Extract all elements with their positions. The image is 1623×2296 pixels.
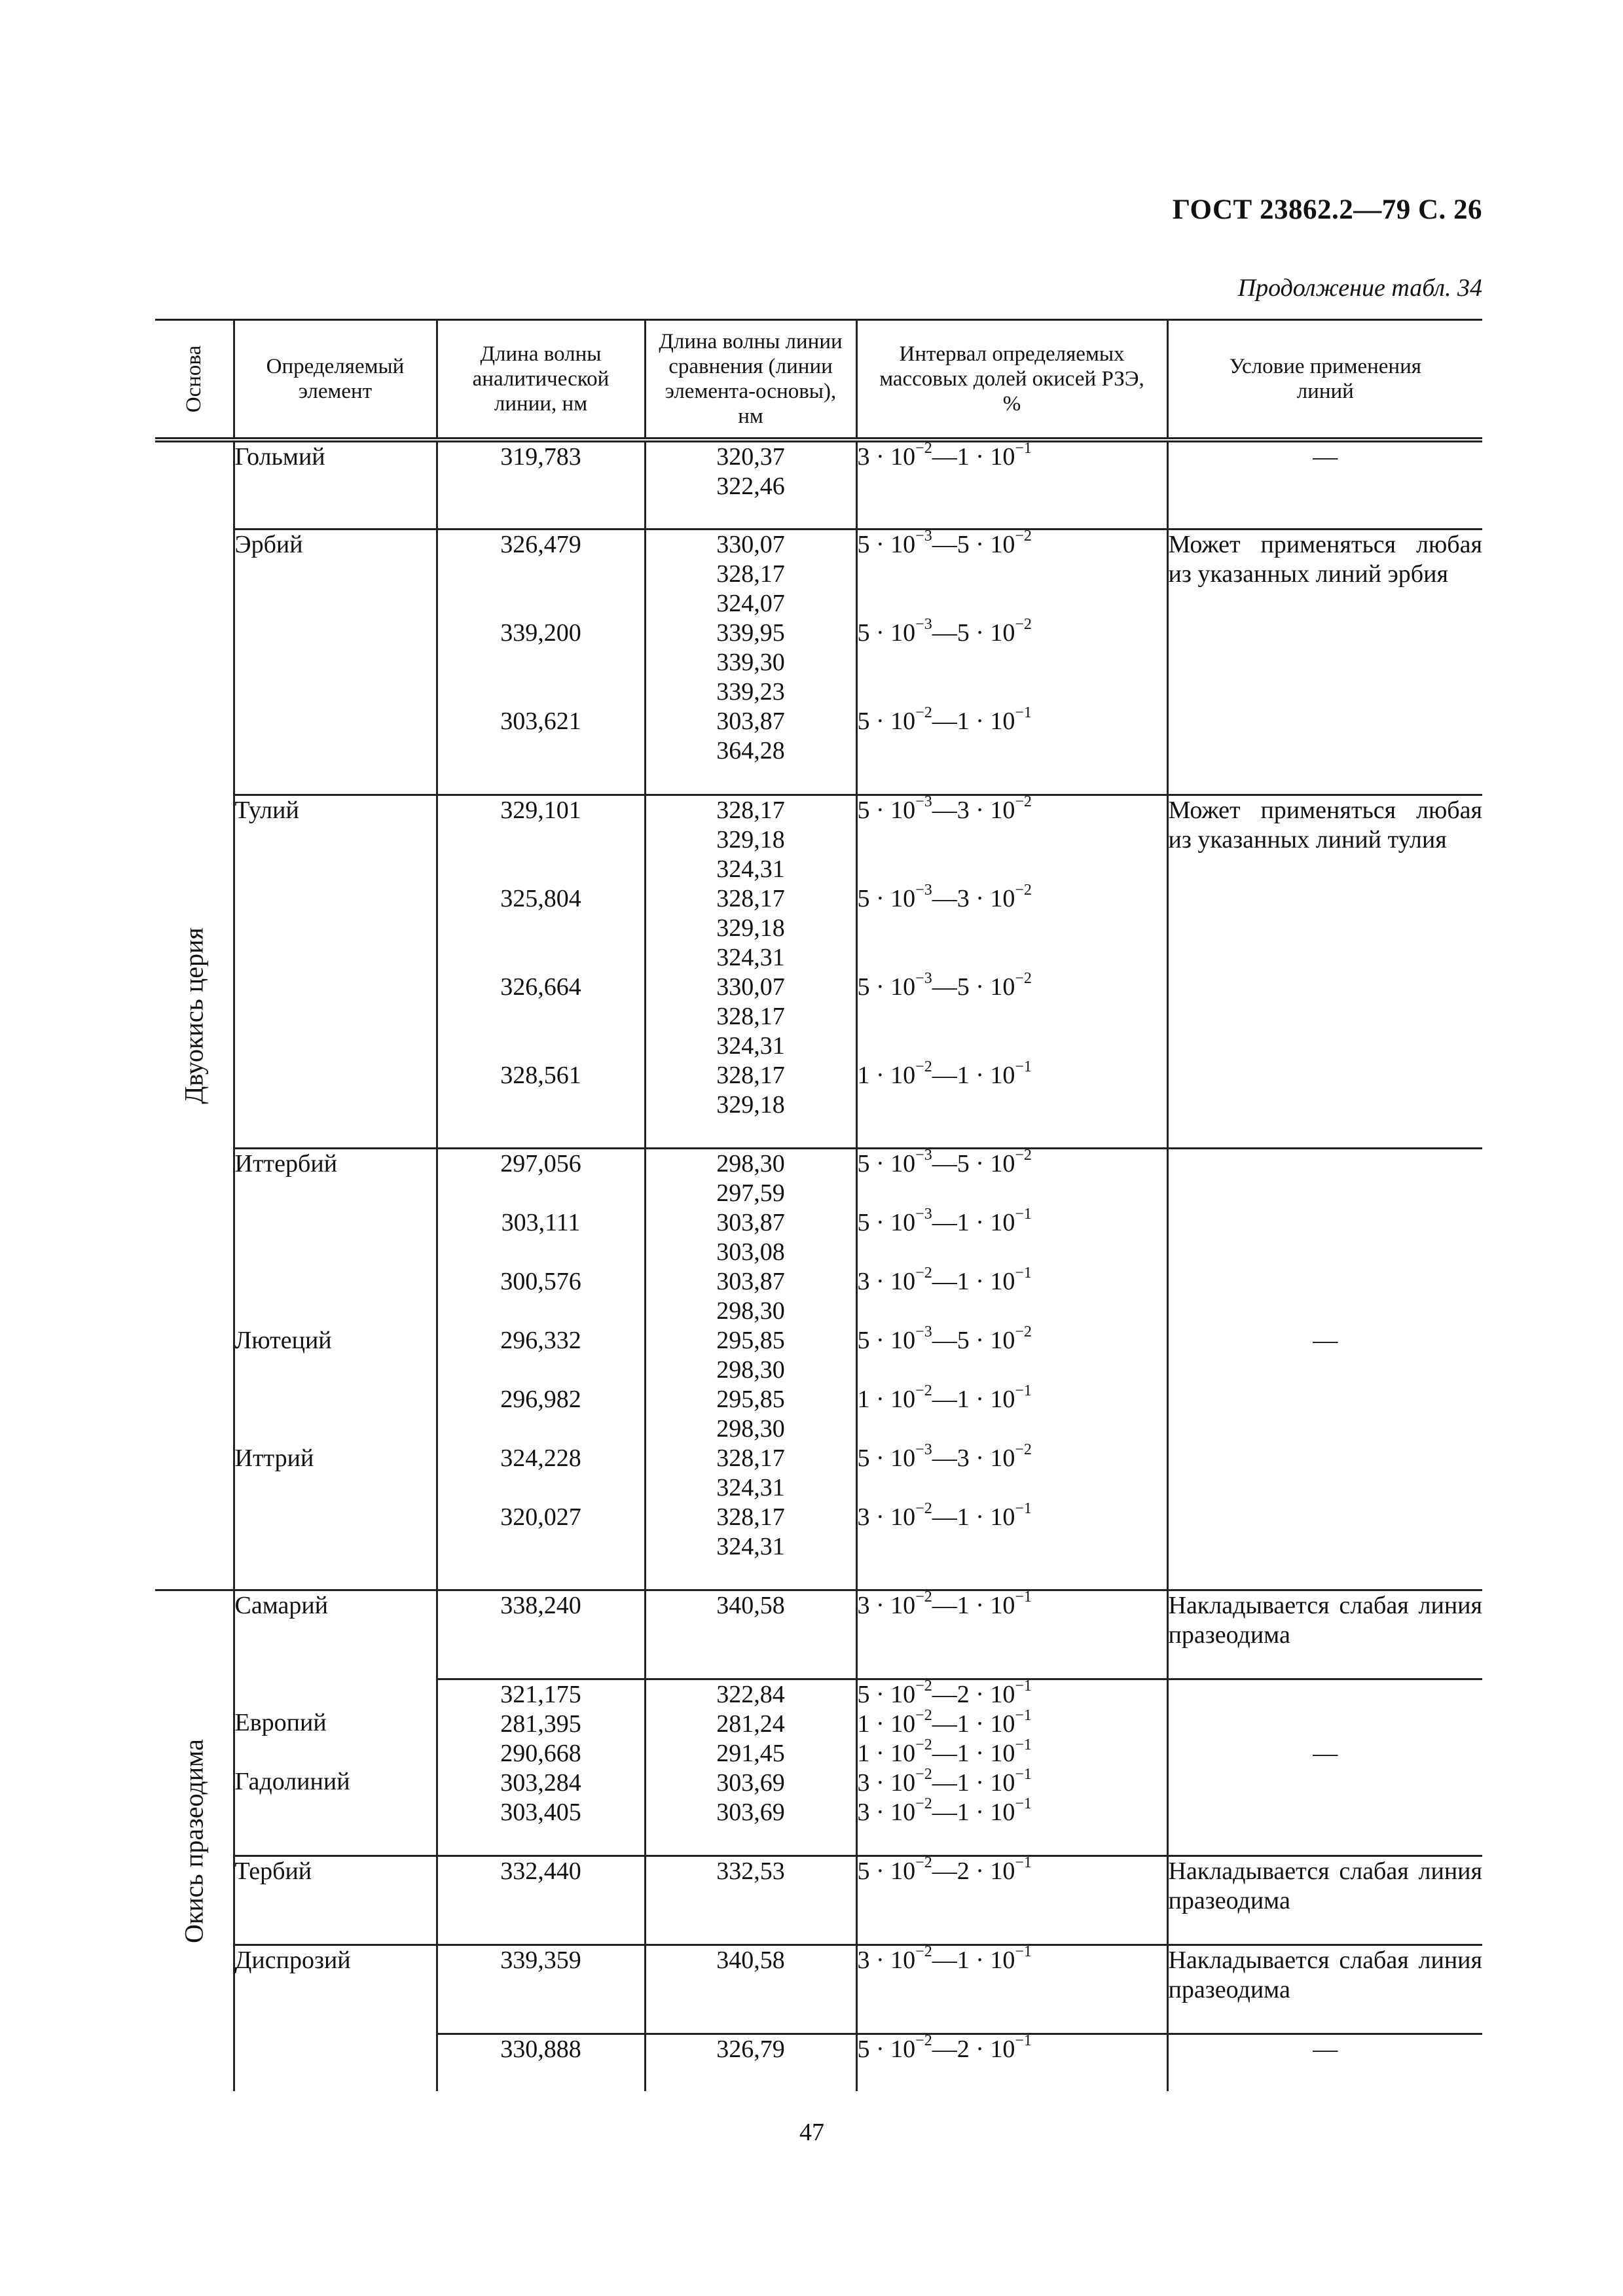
comparison-value: 298,30 — [716, 1149, 785, 1177]
range-value: $3 \cdot 10^{-2}—1 \cdot 10^{-1}$ — [857, 1588, 1032, 1619]
dash-mark: — — [1313, 443, 1338, 471]
element-name — [235, 1267, 436, 1297]
analytical-value: 325,804 — [500, 884, 581, 912]
range-cell — [856, 1679, 1167, 1856]
range-value: $5 \cdot 10^{-3}—5 \cdot 10^{-2}$ — [857, 615, 1032, 647]
base-group-cell — [155, 1590, 234, 2091]
dash-mark: — — [1313, 1739, 1338, 1767]
comparison-value: 328,17 — [716, 1503, 785, 1531]
analytical-line-cell — [437, 1679, 645, 1856]
comparison-line-cell — [645, 1679, 856, 1856]
element-name: Европий — [234, 1709, 327, 1736]
analytical-line-cell — [437, 1590, 645, 1679]
element-name: Иттрий — [234, 1444, 314, 1472]
range-value: $5 \cdot 10^{-2}—2 \cdot 10^{-1}$ — [857, 2032, 1032, 2063]
range-value: $5 \cdot 10^{-3}—5 \cdot 10^{-2}$ — [857, 527, 1032, 558]
range-value: $1 \cdot 10^{-2}—1 \cdot 10^{-1}$ — [857, 1058, 1032, 1089]
base-group-cell — [155, 440, 234, 1590]
analytical-value: 339,200 — [500, 619, 581, 647]
range-value — [858, 943, 1167, 973]
comparison-line-cell — [645, 529, 856, 795]
element-name: Гадолиний — [234, 1768, 350, 1795]
column-header-analytical-line: Длина волны аналитической линии, нм — [437, 320, 645, 440]
range-value: $5 \cdot 10^{-3}—5 \cdot 10^{-2}$ — [857, 1323, 1032, 1354]
analytical-line-cell — [437, 2034, 645, 2091]
condition-text: Может применяться любая из указанных линий эрбия — [1168, 530, 1482, 588]
range-value — [858, 560, 1167, 589]
element-cell — [234, 1590, 437, 1679]
range-value — [858, 1002, 1167, 1031]
element-cell — [234, 1945, 437, 2091]
comparison-line-cell — [645, 1590, 856, 1679]
range-value — [858, 855, 1167, 884]
range-value — [858, 1238, 1167, 1267]
comparison-line-cell — [645, 1945, 856, 2034]
range-value — [858, 1355, 1167, 1385]
analytical-value — [438, 1414, 644, 1444]
analytical-value: 303,621 — [500, 707, 581, 735]
analytical-value — [438, 1179, 644, 1208]
comparison-value: 330,07 — [716, 973, 785, 1001]
analytical-line-cell — [437, 1148, 645, 1590]
comparison-value: 295,85 — [716, 1385, 785, 1413]
condition-text: Накладывается слабая линия празеодима — [1168, 1591, 1482, 1649]
condition-text: Накладывается слабая линия празеодима — [1168, 1857, 1482, 1914]
element-cell — [234, 1679, 437, 1856]
comparison-value: 303,69 — [716, 1768, 785, 1797]
element-name: Тербий — [234, 1857, 312, 1885]
condition-cell — [1167, 1856, 1482, 1945]
analytical-value: 297,056 — [500, 1149, 581, 1177]
condition-text: Накладывается слабая линия празеодима — [1168, 1946, 1482, 2003]
range-value: $5 \cdot 10^{-3}—3 \cdot 10^{-2}$ — [857, 881, 1032, 912]
range-value: $5 \cdot 10^{-3}—3 \cdot 10^{-2}$ — [857, 1441, 1032, 1472]
analytical-value: 290,668 — [500, 1739, 581, 1767]
table-row — [155, 1679, 1482, 1856]
analytical-line-cell — [437, 440, 645, 529]
column-header-condition: Условие применения линий — [1167, 320, 1482, 440]
analytical-value: 303,405 — [500, 1798, 581, 1826]
comparison-value: 329,18 — [716, 825, 785, 853]
analytical-value — [438, 1297, 644, 1326]
comparison-value: 303,87 — [716, 1208, 785, 1236]
range-value: $5 \cdot 10^{-2}—2 \cdot 10^{-1}$ — [857, 1854, 1032, 1885]
condition-text: Может применяться любая из указанных линий тулия — [1168, 796, 1482, 853]
comparison-value: 324,31 — [716, 943, 785, 971]
analytical-value: 330,888 — [500, 2035, 581, 2063]
comparison-value: 297,59 — [716, 1179, 785, 1207]
analytical-line-cell — [437, 529, 645, 795]
analytical-value: 319,783 — [500, 443, 581, 471]
analytical-value: 296,982 — [500, 1385, 581, 1413]
comparison-value: 328,17 — [716, 560, 785, 588]
table-row — [155, 1148, 1482, 1590]
range-value: $1 \cdot 10^{-2}—1 \cdot 10^{-1}$ — [857, 1706, 1032, 1738]
range-cell — [856, 1945, 1167, 2034]
comparison-value: 298,30 — [716, 1355, 785, 1384]
range-value: $5 \cdot 10^{-3}—5 \cdot 10^{-2}$ — [857, 1146, 1032, 1177]
analytical-value: 324,228 — [500, 1444, 581, 1472]
analytical-value: 303,111 — [501, 1208, 581, 1236]
comparison-value: 298,30 — [716, 1414, 785, 1443]
base-label: Окись празеодима — [179, 1738, 209, 1943]
column-header-range: Интервал определяемых массовых долей окисей РЗЭ, % — [856, 320, 1167, 440]
comparison-value: 328,17 — [716, 1444, 785, 1472]
element-name: Лютеций — [234, 1326, 332, 1354]
condition-cell — [1167, 795, 1482, 1148]
table-row — [155, 795, 1482, 1148]
element-name — [235, 1738, 436, 1767]
range-cell — [856, 2034, 1167, 2091]
range-value: $5 \cdot 10^{-3}—1 \cdot 10^{-1}$ — [857, 1205, 1032, 1236]
analytical-line-cell — [437, 1945, 645, 2034]
analytical-value — [438, 855, 644, 884]
range-cell — [856, 1148, 1167, 1590]
range-cell — [856, 795, 1167, 1148]
comparison-value: 324,31 — [716, 1532, 785, 1560]
condition-cell — [1167, 1590, 1482, 1679]
comparison-line-cell — [645, 1148, 856, 1590]
element-name — [235, 1679, 436, 1708]
comparison-value: 340,58 — [716, 1591, 785, 1619]
comparison-value: 295,85 — [716, 1326, 785, 1354]
range-value: $3 \cdot 10^{-2}—1 \cdot 10^{-1}$ — [857, 1264, 1032, 1295]
analytical-line-cell — [437, 1856, 645, 1945]
comparison-value: 340,58 — [716, 1946, 785, 1974]
range-value: $1 \cdot 10^{-2}—1 \cdot 10^{-1}$ — [857, 1736, 1032, 1767]
comparison-value: 364,28 — [716, 736, 785, 764]
analytical-value: 300,576 — [500, 1267, 581, 1295]
element-name — [235, 1179, 436, 1208]
comparison-value: 332,53 — [716, 1857, 785, 1885]
element-name — [235, 1238, 436, 1267]
range-value — [858, 589, 1167, 619]
table-continuation-note: Продолжение табл. 34 — [1237, 274, 1482, 302]
range-cell — [856, 1590, 1167, 1679]
element-name — [235, 1355, 436, 1385]
condition-cell — [1167, 529, 1482, 795]
range-value — [858, 1414, 1167, 1444]
column-header-comparison-line: Длина волны линии сравнения (линии элемента-основы), нм — [645, 320, 856, 440]
analytical-value: 329,101 — [500, 796, 581, 824]
table-row — [155, 1945, 1482, 2034]
analytical-value — [438, 1031, 644, 1061]
comparison-value: 303,69 — [716, 1798, 785, 1826]
comparison-value: 291,45 — [716, 1739, 785, 1767]
range-value — [858, 825, 1167, 855]
comparison-value: 339,23 — [716, 677, 785, 706]
comparison-line-cell — [645, 2034, 856, 2091]
comparison-line-cell — [645, 1856, 856, 1945]
condition-cell — [1167, 440, 1482, 529]
analytical-value: 332,440 — [500, 1857, 581, 1885]
condition-cell — [1167, 2034, 1482, 2091]
comparison-value: 328,17 — [716, 1061, 785, 1089]
analytical-value: 328,561 — [500, 1061, 581, 1089]
comparison-value: 324,07 — [716, 589, 785, 617]
range-value — [858, 677, 1167, 707]
comparison-value: 330,07 — [716, 530, 785, 558]
element-name: Диспрозий — [234, 1946, 351, 1974]
analytical-value — [438, 1238, 644, 1267]
comparison-value: 303,08 — [716, 1238, 785, 1266]
range-value — [858, 914, 1167, 943]
condition-cell — [1167, 1945, 1482, 2034]
page-number: 47 — [799, 2119, 824, 2146]
comparison-value: 322,84 — [716, 1680, 785, 1708]
analytical-value — [438, 589, 644, 619]
analytical-value — [438, 1473, 644, 1503]
element-cell — [234, 795, 437, 1148]
element-cell — [234, 1148, 437, 1590]
range-cell — [856, 1856, 1167, 1945]
analytical-value — [438, 914, 644, 943]
range-value — [858, 1297, 1167, 1326]
table-row — [155, 440, 1482, 529]
range-value: $5 \cdot 10^{-2}—1 \cdot 10^{-1}$ — [857, 704, 1032, 735]
comparison-line-cell — [645, 440, 856, 529]
table-row — [155, 529, 1482, 795]
table-header-row — [155, 320, 1482, 440]
comparison-value: 320,37 — [716, 443, 785, 471]
analytical-value: 321,175 — [500, 1680, 581, 1708]
element-name: Тулий — [234, 796, 299, 824]
analytical-value: 339,359 — [500, 1946, 581, 1974]
element-cell — [234, 1856, 437, 1945]
range-value — [858, 1031, 1167, 1061]
comparison-value: 303,87 — [716, 707, 785, 735]
element-name — [235, 1297, 436, 1326]
analytical-line-cell — [437, 795, 645, 1148]
analytical-value — [438, 1355, 644, 1385]
element-name: Гольмий — [234, 443, 325, 471]
range-value — [858, 1473, 1167, 1503]
range-value — [858, 1179, 1167, 1208]
comparison-value: 322,46 — [716, 473, 785, 500]
range-value: $3 \cdot 10^{-2}—1 \cdot 10^{-1}$ — [857, 1943, 1032, 1974]
comparison-value: 303,87 — [716, 1267, 785, 1295]
document-header: ГОСТ 23862.2—79 С. 26 — [1172, 194, 1482, 225]
comparison-value: 339,30 — [716, 648, 785, 676]
element-cell — [234, 440, 437, 529]
comparison-value: 328,17 — [716, 796, 785, 824]
range-cell — [856, 529, 1167, 795]
analytical-value: 281,395 — [500, 1710, 581, 1738]
element-name: Самарий — [234, 1591, 329, 1619]
element-name — [235, 1208, 436, 1238]
comparison-value: 324,31 — [716, 1031, 785, 1060]
base-label: Двуокись церия — [179, 927, 209, 1104]
analytical-value — [438, 825, 644, 855]
comparison-value: 339,95 — [716, 619, 785, 647]
table-row — [155, 1590, 1482, 1679]
condition-cell — [1167, 1148, 1482, 1590]
comparison-value: 324,31 — [716, 855, 785, 883]
analytical-value: 296,332 — [500, 1326, 581, 1354]
range-value: $5 \cdot 10^{-2}—2 \cdot 10^{-1}$ — [857, 1677, 1032, 1708]
analytical-value: 320,027 — [500, 1503, 581, 1531]
range-value: $5 \cdot 10^{-3}—5 \cdot 10^{-2}$ — [857, 969, 1032, 1001]
range-value — [858, 648, 1167, 677]
comparison-value: 328,17 — [716, 884, 785, 912]
range-value: $1 \cdot 10^{-2}—1 \cdot 10^{-1}$ — [857, 1382, 1032, 1413]
analytical-value — [438, 943, 644, 973]
column-header-base: Основа — [155, 320, 234, 440]
analytical-value: 338,240 — [500, 1591, 581, 1619]
comparison-line-cell — [645, 795, 856, 1148]
element-name: Эрбий — [234, 530, 303, 558]
range-cell — [856, 440, 1167, 529]
condition-cell — [1167, 1679, 1482, 1856]
range-value: $5 \cdot 10^{-3}—3 \cdot 10^{-2}$ — [857, 793, 1032, 824]
element-name — [235, 1414, 436, 1444]
comparison-value: 298,30 — [716, 1297, 785, 1325]
column-header-element: Определяемый элемент — [234, 320, 437, 440]
comparison-value: 326,79 — [716, 2035, 785, 2063]
analytical-value — [438, 560, 644, 589]
range-value: $3 \cdot 10^{-2}—1 \cdot 10^{-1}$ — [857, 440, 1032, 471]
element-name — [235, 1385, 436, 1414]
range-value: $3 \cdot 10^{-2}—1 \cdot 10^{-1}$ — [857, 1795, 1032, 1826]
comparison-value: 329,18 — [716, 1090, 785, 1119]
analytical-value — [438, 677, 644, 707]
range-value: $3 \cdot 10^{-2}—1 \cdot 10^{-1}$ — [857, 1765, 1032, 1797]
analytical-value: 326,479 — [500, 530, 581, 558]
analytical-value — [438, 1002, 644, 1031]
element-cell — [234, 529, 437, 795]
comparison-value: 281,24 — [716, 1710, 785, 1738]
spectral-lines-table — [155, 319, 1482, 2091]
element-name: Иттербий — [234, 1149, 338, 1177]
analytical-value: 326,664 — [500, 973, 581, 1001]
comparison-value: 329,18 — [716, 914, 785, 942]
comparison-value: 324,31 — [716, 1473, 785, 1501]
table-row — [155, 1856, 1482, 1945]
dash-mark: — — [1313, 1326, 1338, 1354]
analytical-value — [438, 648, 644, 677]
range-value: $3 \cdot 10^{-2}—1 \cdot 10^{-1}$ — [857, 1499, 1032, 1531]
comparison-value: 328,17 — [716, 1002, 785, 1030]
dash-mark: — — [1313, 2035, 1338, 2063]
analytical-value: 303,284 — [500, 1768, 581, 1797]
